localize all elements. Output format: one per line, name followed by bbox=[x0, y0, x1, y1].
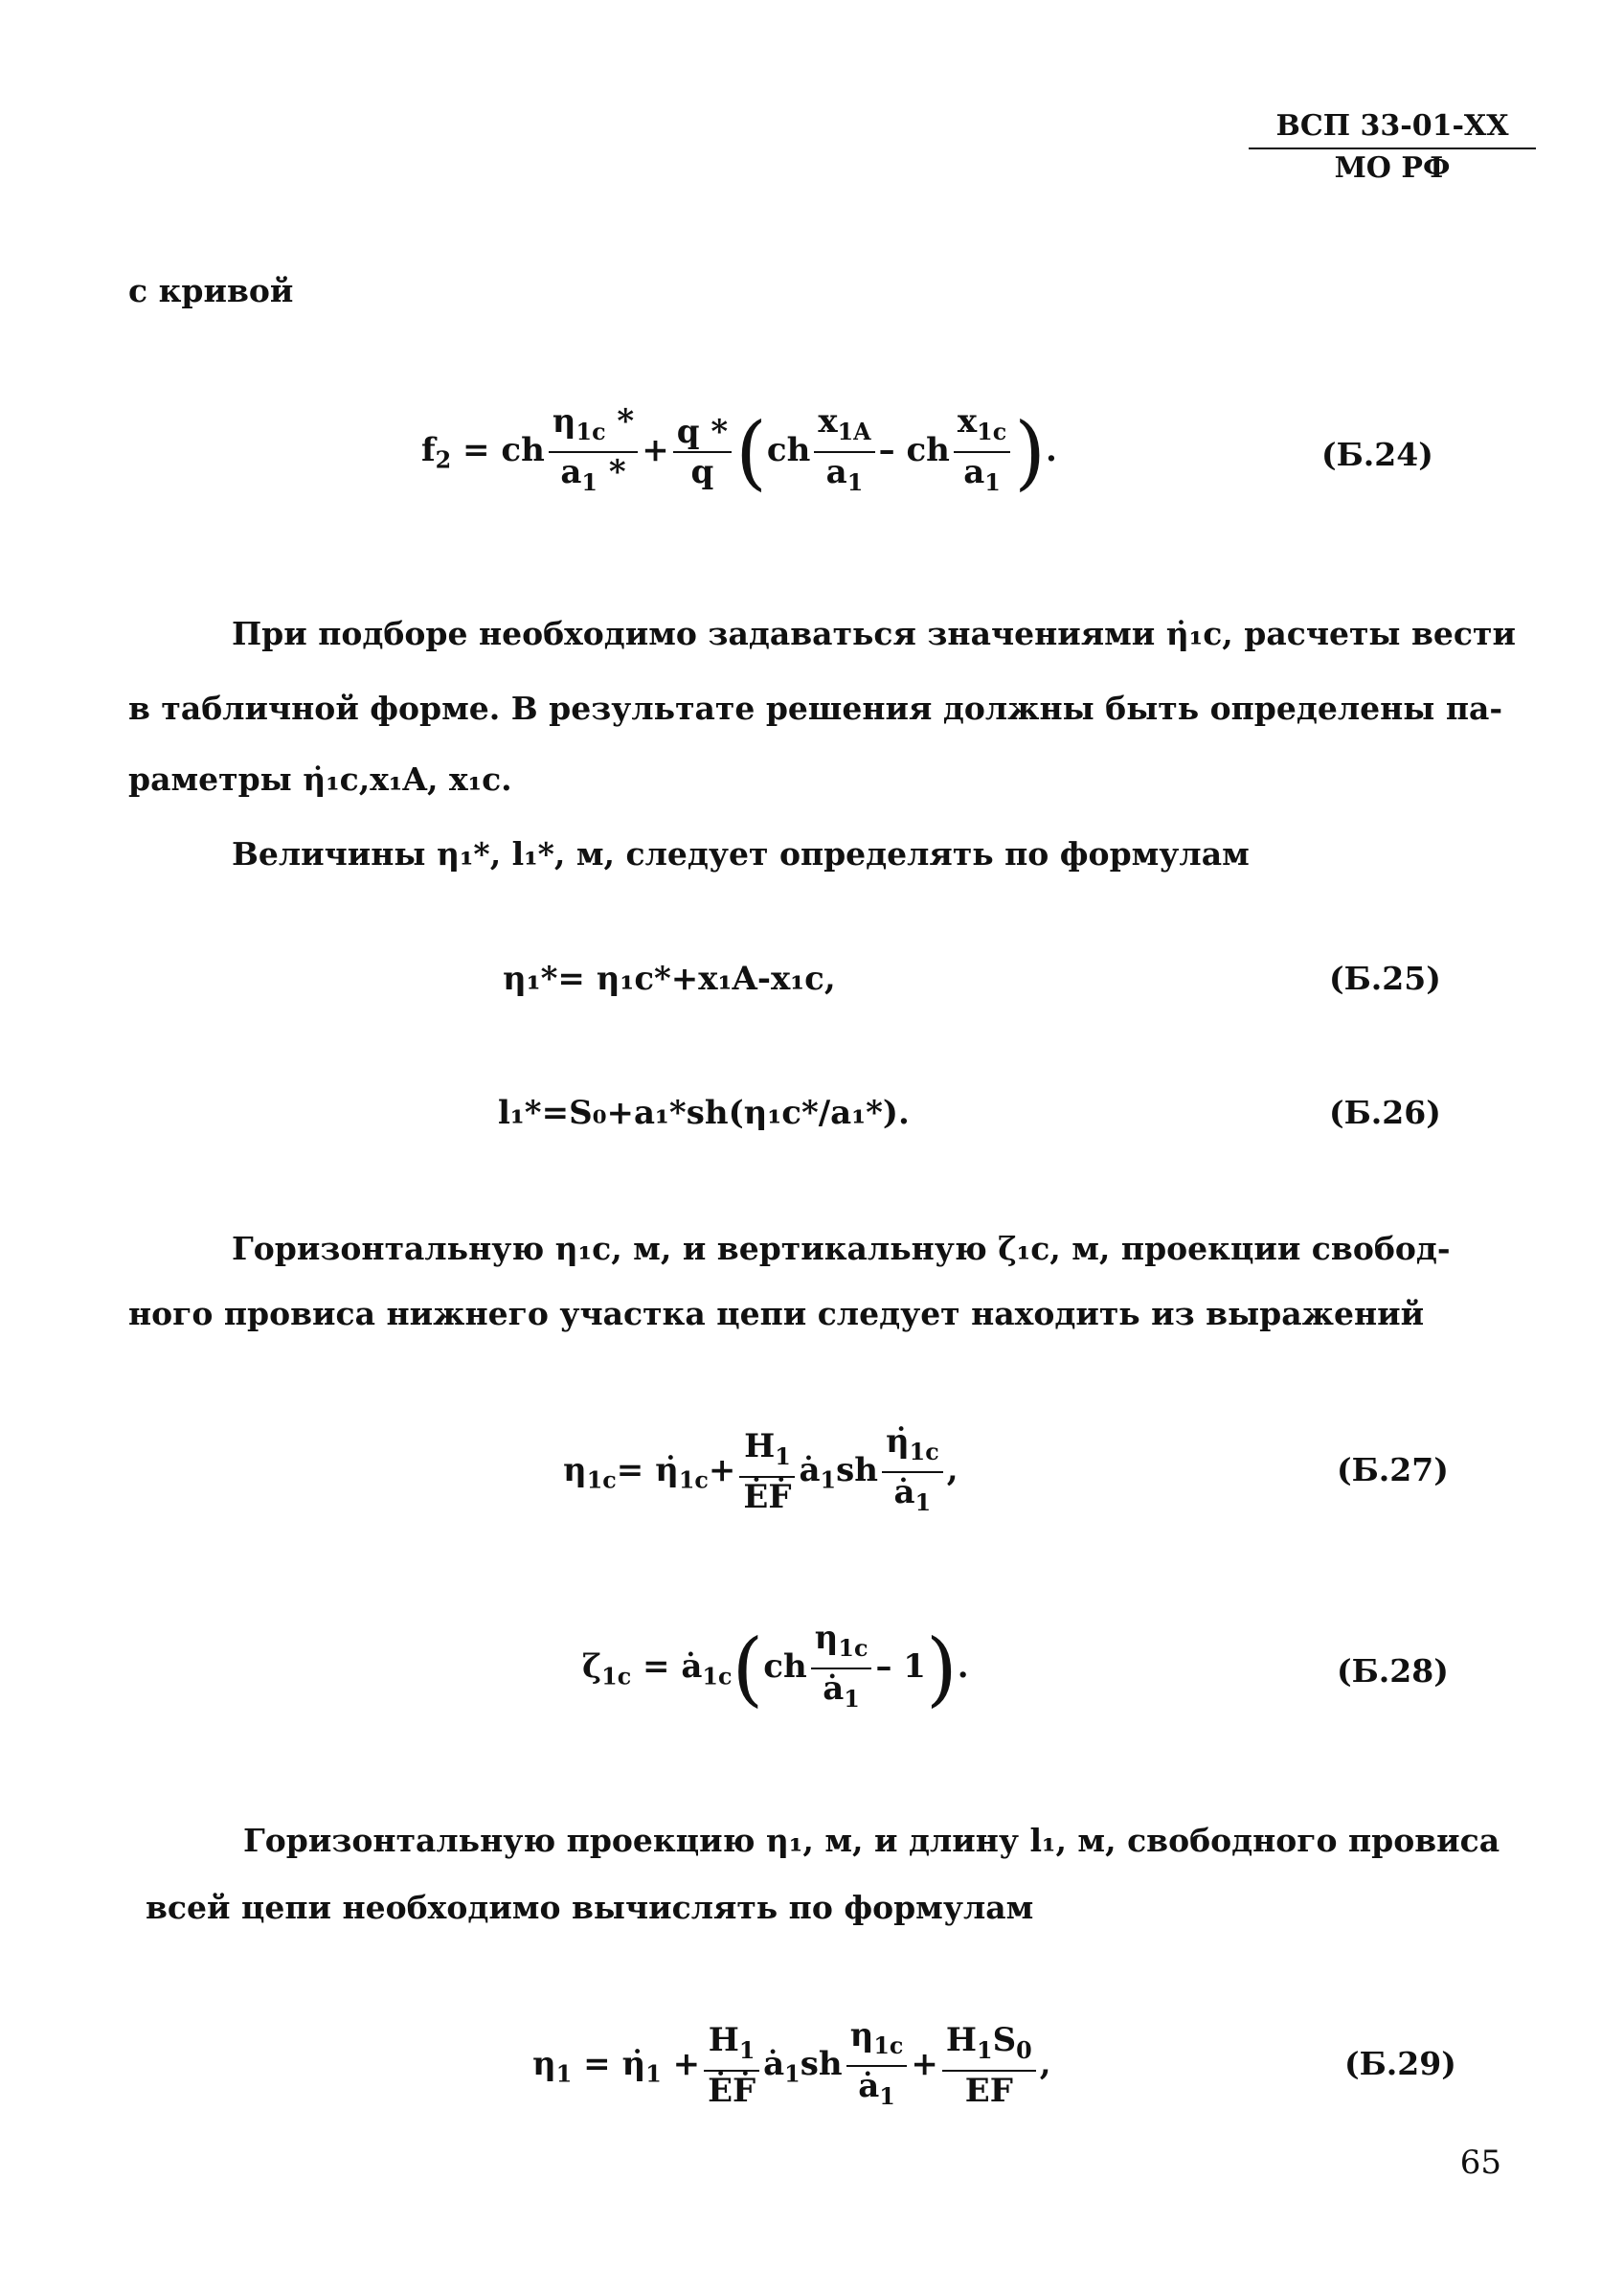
equation-number-b29: (Б.29) bbox=[1344, 2045, 1456, 2082]
paragraph-3-line-2: ного провиса нижнего участка цепи следует находить из выражений bbox=[128, 1295, 1425, 1332]
equation-b24: $f_2$ = ch $\frac{\eta_{1c} *}{a_1 *}$ + $\frac{q *}{q}$ (ch $\frac{x_{1A}}{a_1}$ – ch $\frac{x_{1c}}{a_1}$ ). bbox=[421, 402, 1057, 499]
equation-number-b25: (Б.25) bbox=[1329, 960, 1441, 997]
paragraph-1-line-2: в табличной форме. В результате решения должны быть определены па- bbox=[128, 690, 1503, 727]
paragraph-3-line-1: Горизонтальную η₁c, м, и вертикальную ζ₁c, м, проекции свобод- bbox=[232, 1230, 1451, 1267]
equation-number-b26: (Б.26) bbox=[1329, 1094, 1441, 1131]
paragraph-1-line-1: При подборе необходимо задаваться значениями η̇₁c, расчеты вести bbox=[232, 615, 1516, 652]
header-code: ВСП 33-01-XX bbox=[1249, 107, 1536, 149]
equation-number-b28: (Б.28) bbox=[1337, 1652, 1449, 1690]
paragraph-2: Величины η₁*, l₁*, м, следует определять по формулам bbox=[232, 835, 1250, 873]
equation-b26: l₁*=S₀+a₁*sh(η₁c*/a₁*). bbox=[498, 1094, 910, 1132]
header-org: МО РФ bbox=[1334, 151, 1451, 185]
paragraph-1-line-3: раметры η̇₁c,x₁A, x₁c. bbox=[128, 760, 512, 798]
paragraph-4-line-2: всей цепи необходимо вычислять по формулам bbox=[146, 1889, 1034, 1926]
equation-b27: $\eta_{1c}=$ $\etȧ_{1c}+$ $\frac{H_1}{ĖḞ}$ $ȧ_1sh$ $\frac{\etȧ_{1c}}{ȧ_1}$ , bbox=[563, 1422, 959, 1517]
equation-b25: η₁*= η₁c*+x₁A-x₁c, bbox=[503, 960, 836, 998]
equation-b29: $\eta_1$ = $\etȧ_1$ + $\frac{H_1}{ĖḞ}$ $ȧ_1sh$ $\frac{\eta_{1c}}{ȧ_1}$ + $\frac{H_1S_0}{EF}$ , bbox=[532, 2016, 1051, 2111]
intro-text: с кривой bbox=[128, 272, 294, 309]
equation-b28: $\zeta_{1c}$ = $ȧ_{1c}(ch$ $\frac{\eta_{1c}}{ȧ_1}$ – 1). bbox=[582, 1619, 969, 1715]
equation-number-b27: (Б.27) bbox=[1337, 1451, 1449, 1488]
page-number: 65 bbox=[1459, 2144, 1501, 2182]
equation-number-b24: (Б.24) bbox=[1321, 436, 1433, 473]
paragraph-4-line-1: Горизонтальную проекцию η₁, м, и длину l₁, м, свободного провиса bbox=[243, 1822, 1500, 1859]
document-header bbox=[1249, 107, 1536, 188]
